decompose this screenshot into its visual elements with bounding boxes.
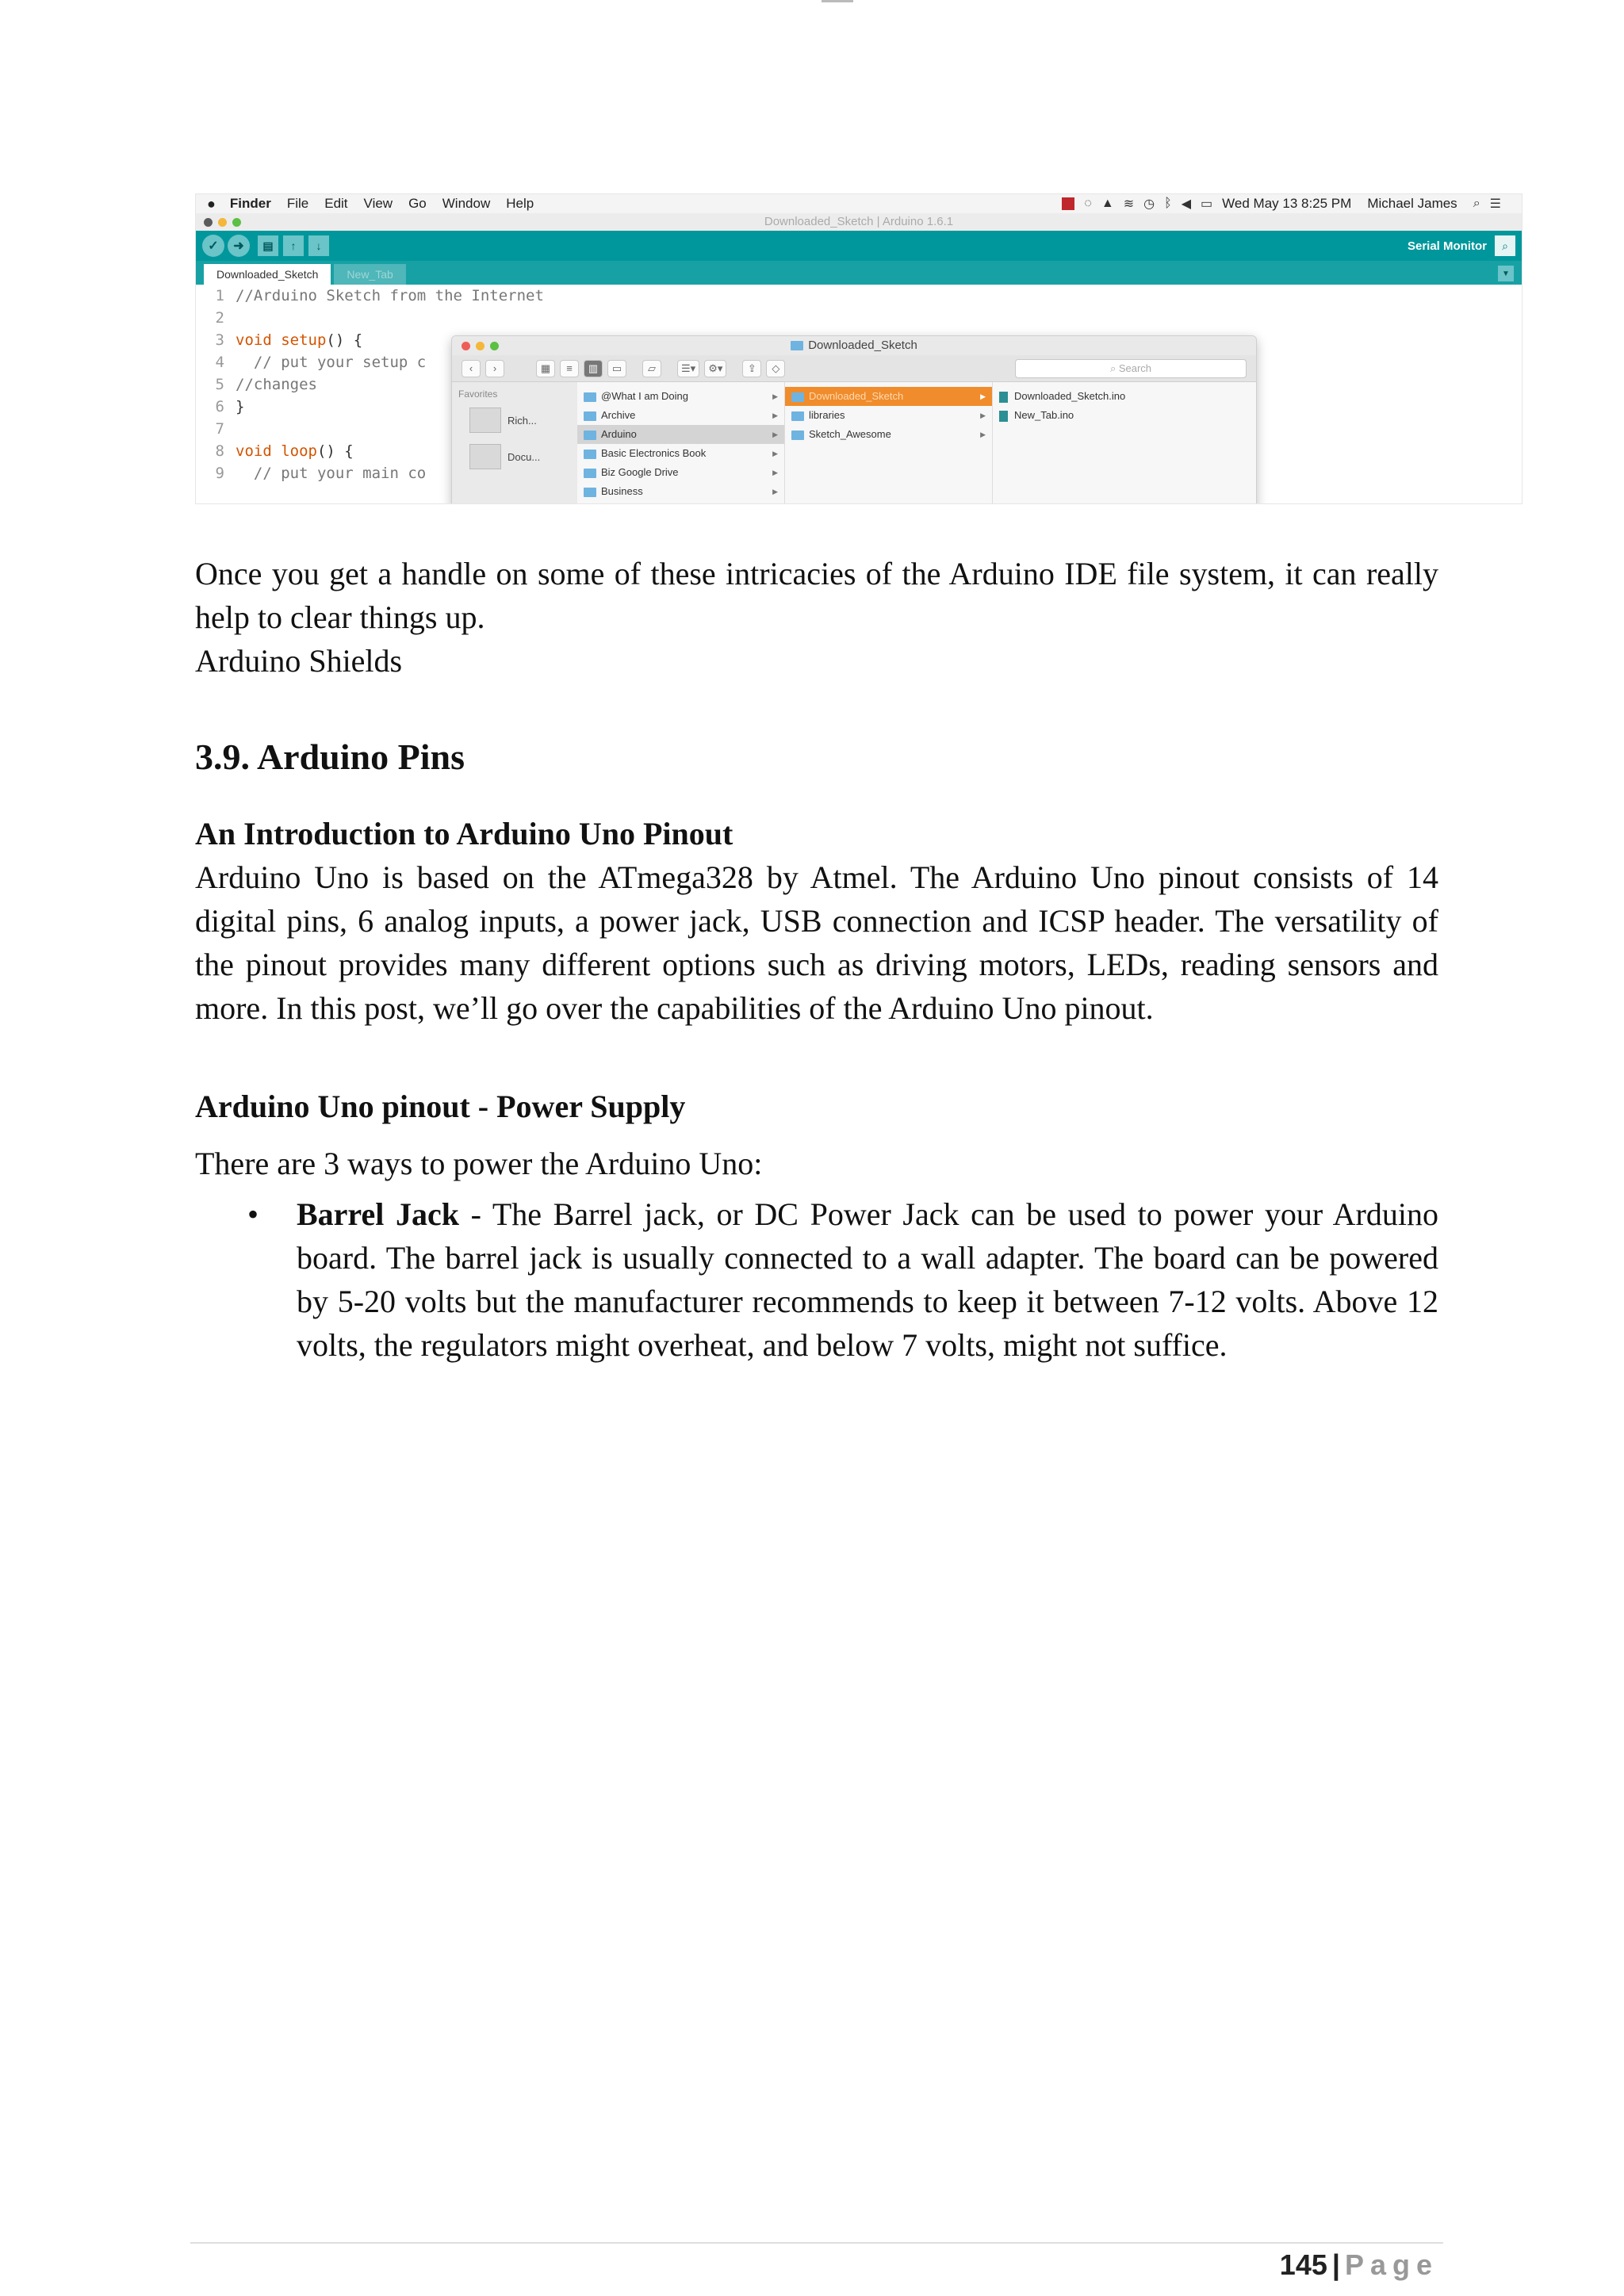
verify-button[interactable] bbox=[202, 235, 224, 257]
list-item-label: libraries bbox=[809, 409, 845, 421]
line-number: 9 bbox=[215, 465, 224, 482]
code-line bbox=[196, 351, 426, 373]
disclosure-arrow-icon: ▶ bbox=[980, 411, 986, 419]
cover-flow-icon: ▭ bbox=[611, 362, 622, 374]
line-number: 6 bbox=[215, 398, 224, 415]
upload-button[interactable] bbox=[228, 235, 250, 257]
sidebar-item-label: Docu... bbox=[508, 450, 541, 463]
code-line bbox=[196, 462, 426, 484]
list-item[interactable] bbox=[785, 406, 992, 425]
section-title: 3.9. Arduino Pins bbox=[195, 737, 465, 777]
code-line bbox=[196, 396, 244, 418]
list-item[interactable] bbox=[577, 463, 784, 482]
list-item-label: Sketch_Awesome bbox=[809, 428, 891, 440]
folder-icon bbox=[791, 411, 804, 421]
sidebar-item-label: Rich... bbox=[508, 414, 537, 427]
arrange-button[interactable] bbox=[677, 360, 699, 377]
folder-icon bbox=[584, 469, 596, 478]
new-folder-button[interactable] bbox=[642, 360, 661, 377]
cover-flow-button[interactable] bbox=[607, 360, 626, 377]
minimize-window-icon[interactable] bbox=[476, 342, 485, 350]
list-item bbox=[195, 1192, 1438, 1367]
grid-icon: ▦ bbox=[540, 362, 551, 374]
code-line bbox=[196, 373, 317, 396]
list-item[interactable] bbox=[993, 387, 1201, 406]
search-icon: ⌕ bbox=[1109, 362, 1119, 374]
code-line bbox=[196, 285, 544, 307]
list-item[interactable] bbox=[577, 387, 784, 406]
new-file-icon: ▤ bbox=[262, 239, 274, 252]
menu-go[interactable]: Go bbox=[408, 196, 427, 211]
time-machine-icon[interactable]: ◷ bbox=[1143, 197, 1155, 211]
finder-toolbar bbox=[452, 355, 1256, 382]
column-view-button[interactable] bbox=[584, 360, 603, 377]
folder-outline-icon: ▱ bbox=[648, 362, 656, 374]
intro-heading: An Introduction to Arduino Uno Pinout bbox=[195, 816, 733, 851]
minimize-window-icon[interactable] bbox=[218, 218, 227, 227]
code-text: } bbox=[236, 398, 245, 415]
serial-monitor-button[interactable] bbox=[1495, 235, 1515, 256]
page-number: 145 bbox=[1279, 2248, 1327, 2281]
code-keyword: void setup bbox=[236, 331, 327, 349]
ide-title-text: Downloaded_Sketch | Arduino 1.6.1 bbox=[764, 215, 954, 228]
search-placeholder: Search bbox=[1118, 362, 1152, 374]
line-number: 3 bbox=[215, 331, 224, 349]
list-view-button[interactable] bbox=[560, 360, 579, 377]
save-sketch-button[interactable] bbox=[308, 235, 329, 256]
chevron-down-icon: ▼ bbox=[1502, 269, 1510, 278]
zoom-window-icon[interactable] bbox=[490, 342, 499, 350]
battery-icon[interactable]: ▭ bbox=[1201, 197, 1213, 211]
finder-title-bar bbox=[452, 336, 1256, 355]
list-item-label: New_Tab.ino bbox=[1014, 409, 1074, 421]
sync-icon[interactable]: ◌ bbox=[1084, 197, 1092, 210]
page-label: Page bbox=[1344, 2248, 1438, 2281]
home-folder-icon bbox=[469, 408, 501, 433]
folder-icon bbox=[791, 341, 803, 350]
arrow-up-icon: ↑ bbox=[290, 239, 297, 252]
mac-menubar bbox=[196, 194, 1522, 213]
disclosure-arrow-icon: ▶ bbox=[772, 450, 778, 457]
wifi-icon[interactable]: ≋ bbox=[1123, 197, 1135, 211]
share-icon: ⇪ bbox=[747, 362, 756, 374]
zoom-window-icon[interactable] bbox=[232, 218, 241, 227]
code-line bbox=[196, 418, 236, 440]
list-item[interactable] bbox=[577, 425, 784, 444]
code-text: //changes bbox=[236, 376, 317, 393]
tab-downloaded-sketch[interactable]: Downloaded_Sketch bbox=[204, 264, 331, 285]
code-text: // put your main co bbox=[236, 465, 427, 482]
finder-column-2 bbox=[785, 382, 993, 504]
finder-title-text: Downloaded_Sketch bbox=[808, 339, 917, 352]
folder-icon bbox=[584, 430, 596, 440]
list-item[interactable] bbox=[577, 444, 784, 463]
power-intro: There are 3 ways to power the Arduino Uno: bbox=[195, 1146, 763, 1181]
code-text: //Arduino Sketch from the Internet bbox=[236, 287, 544, 304]
gear-icon: ⚙▾ bbox=[708, 362, 723, 374]
code-text: () { bbox=[326, 331, 363, 349]
volume-icon[interactable]: ◀ bbox=[1181, 197, 1192, 211]
list-item-label: Arduino bbox=[601, 428, 637, 440]
action-button[interactable] bbox=[704, 360, 726, 377]
intro-body: Arduino Uno is based on the ATmega328 by Atmel. The Arduino Uno pinout consists of 14 digital pins, 6 analog inputs, a power jack, USB connection and ICSP header. The versatility of the pinout provides many different options such as driving motors, LEDs, reading sensors and more. In this post, we’ll go over the capabilities of the Arduino Uno pinout. bbox=[195, 859, 1438, 1026]
code-text: () { bbox=[316, 442, 354, 460]
close-window-icon[interactable] bbox=[204, 218, 213, 227]
sidebar-item-rich[interactable] bbox=[458, 408, 577, 433]
code-line bbox=[196, 307, 236, 329]
apple-icon: ● bbox=[207, 195, 216, 212]
footer-separator: | bbox=[1331, 2248, 1340, 2281]
page-top-mark bbox=[822, 0, 853, 2]
list-icon: ≡ bbox=[566, 362, 573, 374]
chevron-left-icon: ‹ bbox=[469, 362, 473, 374]
disclosure-arrow-icon: ▶ bbox=[980, 430, 986, 438]
ide-window-title bbox=[196, 213, 1522, 231]
finder-sidebar bbox=[452, 382, 577, 504]
record-icon[interactable] bbox=[1062, 197, 1074, 210]
disclosure-arrow-icon: ▶ bbox=[772, 430, 778, 438]
notification-list-icon[interactable]: ☰ bbox=[1489, 197, 1501, 211]
finder-window bbox=[451, 335, 1257, 504]
intro-paragraph: Once you get a handle on some of these intricacies of the Arduino IDE file system, it can really help to clear things up. bbox=[195, 556, 1438, 635]
tab-new-tab[interactable]: New_Tab bbox=[334, 264, 405, 285]
disclosure-arrow-icon: ▶ bbox=[980, 392, 986, 400]
ide-tab-bar bbox=[196, 261, 1522, 285]
line-number: 1 bbox=[215, 287, 224, 304]
serial-monitor-label: Serial Monitor bbox=[1407, 239, 1487, 253]
ino-file-icon bbox=[999, 392, 1008, 403]
list-item-label: @What I am Doing bbox=[601, 390, 689, 402]
disclosure-arrow-icon: ▶ bbox=[772, 392, 778, 400]
arrow-right-icon: ➜ bbox=[233, 239, 244, 253]
forward-button[interactable] bbox=[485, 360, 504, 377]
list-item-label: Biz Google Drive bbox=[601, 466, 679, 478]
code-text: // put your setup c bbox=[236, 354, 427, 371]
ide-window-controls bbox=[204, 218, 247, 227]
shields-line: Arduino Shields bbox=[195, 643, 403, 679]
chevron-right-icon: › bbox=[492, 362, 497, 374]
new-sketch-button[interactable] bbox=[258, 235, 278, 256]
list-item[interactable] bbox=[785, 425, 992, 444]
folder-icon bbox=[791, 392, 804, 402]
back-button[interactable] bbox=[462, 360, 481, 377]
list-item[interactable] bbox=[785, 387, 992, 406]
power-options-list bbox=[195, 1192, 1438, 1367]
documents-folder-icon bbox=[469, 444, 501, 469]
disclosure-arrow-icon: ▶ bbox=[772, 411, 778, 419]
folder-icon bbox=[791, 430, 804, 440]
favorites-header: Favorites bbox=[458, 388, 498, 400]
code-line bbox=[196, 329, 362, 351]
line-number: 8 bbox=[215, 442, 224, 460]
arduino-ide-screenshot bbox=[195, 193, 1522, 504]
list-item-label: Business bbox=[601, 485, 643, 497]
open-sketch-button[interactable] bbox=[283, 235, 304, 256]
magnifier-icon: ⌕ bbox=[1502, 239, 1508, 252]
columns-icon: ▥ bbox=[588, 362, 599, 374]
menu-file[interactable]: File bbox=[286, 196, 309, 211]
arrow-down-icon: ↓ bbox=[316, 239, 322, 252]
code-line bbox=[196, 440, 354, 462]
menubar-user[interactable]: Michael James bbox=[1367, 196, 1457, 211]
close-window-icon[interactable] bbox=[462, 342, 470, 350]
folder-icon bbox=[584, 488, 596, 497]
checkmark-icon: ✓ bbox=[208, 239, 219, 253]
list-item[interactable] bbox=[577, 406, 784, 425]
folder-icon bbox=[584, 392, 596, 402]
spotlight-search-icon[interactable]: ⌕ bbox=[1473, 197, 1480, 210]
menu-view[interactable]: View bbox=[363, 196, 393, 211]
menu-edit[interactable]: Edit bbox=[324, 196, 348, 211]
ino-file-icon bbox=[999, 411, 1008, 422]
menu-finder[interactable]: Finder bbox=[229, 196, 271, 211]
folder-icon bbox=[584, 411, 596, 421]
finder-column-1 bbox=[577, 382, 785, 504]
folder-icon bbox=[584, 450, 596, 459]
list-item-label: Basic Electronics Book bbox=[601, 447, 707, 459]
share-button[interactable] bbox=[742, 360, 761, 377]
line-number: 7 bbox=[215, 420, 224, 438]
list-item-label: Archive bbox=[601, 409, 636, 421]
bullet-term: Barrel Jack bbox=[297, 1196, 459, 1232]
line-number: 5 bbox=[215, 376, 224, 393]
power-heading: Arduino Uno pinout - Power Supply bbox=[195, 1089, 686, 1124]
finder-window-controls bbox=[462, 342, 504, 350]
bluetooth-icon[interactable]: ᛒ bbox=[1164, 197, 1172, 210]
list-item-label: Downloaded_Sketch bbox=[809, 390, 904, 402]
disclosure-arrow-icon: ▶ bbox=[772, 469, 778, 476]
graduation-cap-icon[interactable]: ▲ bbox=[1101, 197, 1114, 210]
footer-divider bbox=[190, 2242, 1443, 2244]
tags-button[interactable] bbox=[766, 360, 785, 377]
menubar-clock[interactable]: Wed May 13 8:25 PM bbox=[1222, 196, 1352, 211]
finder-columns bbox=[452, 382, 1256, 504]
ide-toolbar bbox=[196, 231, 1522, 261]
line-number: 2 bbox=[215, 309, 224, 327]
code-keyword: void loop bbox=[236, 442, 317, 460]
sidebar-item-documents[interactable] bbox=[458, 444, 577, 469]
arrange-icon: ☰▾ bbox=[681, 362, 696, 374]
list-item[interactable] bbox=[993, 406, 1201, 425]
disclosure-arrow-icon: ▶ bbox=[772, 488, 778, 496]
tab-menu-button[interactable] bbox=[1498, 266, 1514, 281]
list-item-label: Downloaded_Sketch.ino bbox=[1014, 390, 1126, 402]
icon-view-button[interactable] bbox=[536, 360, 555, 377]
finder-column-3 bbox=[993, 382, 1201, 504]
list-item[interactable] bbox=[577, 482, 784, 501]
line-number: 4 bbox=[215, 354, 224, 371]
page-footer bbox=[1280, 2248, 1438, 2282]
tag-icon: ◇ bbox=[772, 362, 780, 374]
finder-search-field[interactable] bbox=[1015, 359, 1247, 378]
menubar-status-area bbox=[1062, 196, 1511, 212]
bullet-icon: • bbox=[247, 1196, 259, 1232]
bullet-text: - The Barrel jack, or DC Power Jack can be used to power your Arduino board. The barrel jack is usually connected to a wall adapter. The board can be powered by 5-20 volts but the manufacturer recommends to keep it between 7-12 volts. Above 12 volts, the regulators might overheat, and below 7 volts, might not suffice. bbox=[297, 1196, 1438, 1363]
menu-window[interactable]: Window bbox=[442, 196, 491, 211]
menu-help[interactable]: Help bbox=[506, 196, 534, 211]
